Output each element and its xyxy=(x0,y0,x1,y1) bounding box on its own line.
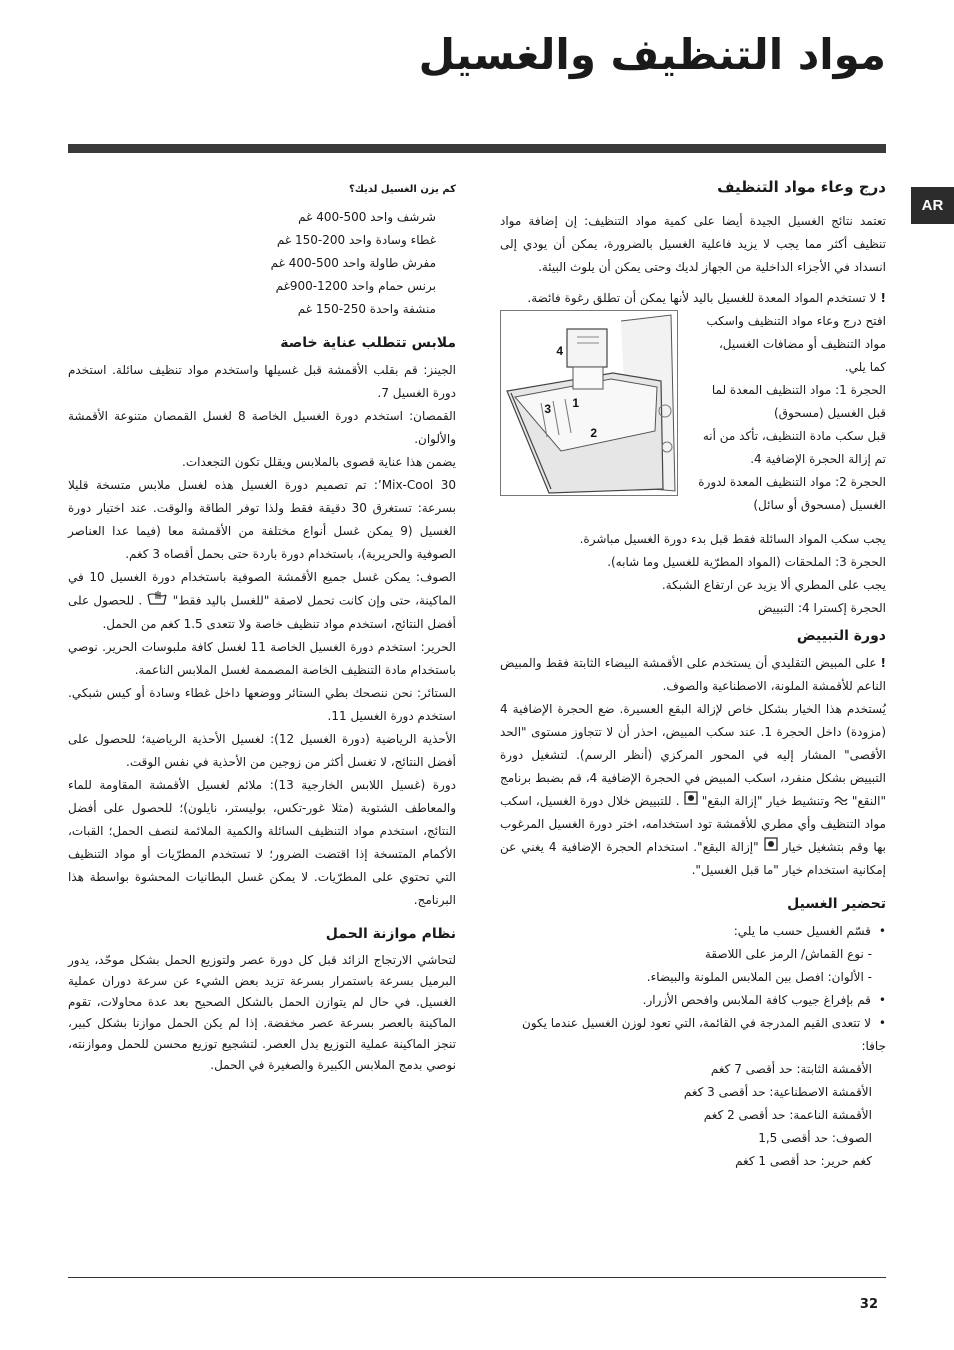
prep-sub-item: - نوع القماش/ الرمز على اللاصقة xyxy=(704,947,872,961)
weight-limit: الأقمشة الاصطناعية: حد أقصى 3 كغم xyxy=(683,1085,872,1099)
prep-heading: تحضير الغسيل xyxy=(787,896,886,912)
sneakers-paragraph: الأحذية الرياضية (دورة الغسيل 12): لغسيل الأحذية الرياضية؛ للحصول على أفضل النتائج، لا تغسل أكثر من زوجين من الأحذية في نفس الوقت. xyxy=(68,732,457,769)
shirts-note: يضمن هذا عناية قصوى بالملابس ويقلل تكون التجعدات. xyxy=(182,455,456,469)
weight-item: منشفة واحدة 250-150 غم xyxy=(297,302,436,316)
svg-text:1: 1 xyxy=(572,396,579,410)
load-balance-heading: نظام موازنة الحمل xyxy=(325,926,456,942)
dispenser-heading: درج وعاء مواد التنظيف xyxy=(717,178,886,196)
shirts-paragraph: القمصان: استخدم دورة الغسيل الخاصة 8 لغسل القمصان متنوعة الأقمشة والألوان. xyxy=(68,409,457,446)
bleach-heading: دورة التبييض xyxy=(796,628,886,644)
left-column xyxy=(68,182,456,1076)
jeans-paragraph: الجينز: قم بقلب الأقمشة قبل غسيلها واستخدم مواد تنظيف سائلة. استخدم دورة الغسيل 7. xyxy=(68,363,456,400)
footer-rule xyxy=(68,1277,886,1278)
special-care-heading: ملابس تتطلب عناية خاصة xyxy=(280,335,456,351)
weight-limit: الصوف: حد أقصى 1,5 xyxy=(758,1131,872,1145)
soak-icon xyxy=(834,790,848,813)
svg-text:4: 4 xyxy=(556,344,563,358)
dispenser-note-liquid: يجب سكب المواد السائلة فقط قبل بدء دورة الغسيل مباشرة. xyxy=(579,532,886,546)
load-balance-body: لتحاشي الارتجاج الزائد قبل كل دورة عصر ولتوزيع الحمل بشكل موحّد، يدور البرميل بسرعة باستمرار بسرعة تزيد بعض الشيء عن سرعة دوران عملية الغسيل. في حال لم يتوازن الحمل بالشكل الصحيح بعد عدة محاولات، تقوم الماكينة بالعصر بسرعة عصر مخفضة. إذا لم يكن الحمل موازنا بشكل كبير، تنجز الماكينة عملية التوزيع بدل العصر. لتشجيع توزيع محسن للحمل وموازنته، نوصي بدمج الملابس الكبيرة والصغيرة في الحمل. xyxy=(68,953,456,1072)
curtains-paragraph: الستائر: نحن ننصحك بطي الستائر ووضعها داخل غطاء وسادة أو كيس شبكي. استخدم دورة الغسيل 11. xyxy=(68,686,456,723)
list-item: • قم بإفراغ جيوب كافة الملابس وافحص الأزرار. xyxy=(500,989,886,1012)
dispenser-note-compartment-4: الحجرة إكسترا 4: التبييض xyxy=(757,601,886,615)
page-number: 32 xyxy=(859,1297,878,1312)
stain-removal-icon xyxy=(684,790,698,813)
warning-icon: ! xyxy=(880,656,886,670)
list-item: • لا تتعدى القيم المدرجة في القائمة، التي تعود لوزن الغسيل عندما يكون جافا: xyxy=(500,1012,886,1058)
weight-item: غطاء وسادة واحد 200-150 غم xyxy=(276,233,436,247)
weight-item: مفرش طاولة واحد 500-400 غم xyxy=(270,256,436,270)
silk-paragraph: الحرير: استخدم دورة الغسيل الخاصة 11 لغسل كافة ملبوسات الحرير. نوصي باستخدام مادة التنظيف الخاصة المصممة لغسل الملابس الناعمة. xyxy=(68,640,456,677)
dispenser-intro: تعتمد نتائج الغسيل الجيدة أيضا على كمية مواد التنظيف: إن إضافة مواد تنظيف أكثر مما يجب لا يزيد فاعلية الغسيل بالضرورة، يمكن أن يودي إلى انسداد في الأجزاء الداخلية من الجهاز لديك وحتى يمكن أن يلوث البيئة. xyxy=(500,214,886,274)
hand-wash-icon xyxy=(146,589,168,613)
svg-text:2: 2 xyxy=(590,426,597,440)
dispenser-note-compartment-3: الحجرة 3: الملحقات (المواد المطرّية للغسيل وما شابه). xyxy=(607,555,886,569)
page-title: مواد التنظيف والغسيل xyxy=(418,30,886,79)
right-column xyxy=(500,178,886,1173)
outerwear-paragraph: دورة (غسيل اللابس الخارجية 13): ملائم لغسيل الأقمشة المقاومة للماء والمعاطف الشتوية (مثلا غور-تكس، بوليستر، نايلون)؛ للحصول على أفضل النتائج، استخدم مواد التنظيف السائلة والكمية الملائمة لنصف الحمل؛ القبات، الأكمام المتسخة إذا اقتضت الضرور؛ لا تستخدم المطرّيات أو مواد التنظيف التي تحتوي على المطرّيات. لا يمكن غسل البطانيات المحشوة بواسطة هذا البرنامج. xyxy=(68,778,456,907)
bleach-body: يُستخدم هذا الخيار بشكل خاص لإزالة البقع العسيرة. ضع الحجرة الإضافية 4 (مزودة) داخل الحجرة 1. عند سكب المبيض، احذر أن لا تتجاوز مستوى "الحد الأقصى" المشار إليه في المحور المركزي (أنظر الرسم). لتشغيل دورة التبييض بشكل منفرد، اسكب المبيض في الحجرة الإضافية 4، قم بضبط برنامج "النقع" وتنشيط خيار "إزالة البقع" . للتبييض خلال دورة الغسيل، اسكب مواد التنظيف وأي مطري للأقمشة تود استخدامه، اختر دورة الغسيل المرغوب بها وقم بتشغيل خيار "إزالة البقع". استخدام الحجرة الإضافية 4 يغني عن إمكانية استخدام خيار "ما قبل الغسيل". xyxy=(500,702,886,877)
weight-limit: الأقمشة الثابتة: حد أقصى 7 كغم xyxy=(710,1062,872,1076)
dispenser-instructions: افتح درج وعاء مواد التنظيف واسكب مواد التنظيف أو مضافات الغسيل، كما يلي. الحجرة 1: مواد التنظيف المعدة لما قبل الغسيل (مسحوق) قبل سكب مادة التنظيف، تأكد من أنه تم إزالة الحجرة الإضافية 4. الحجرة 2: مواد التنظيف المعدة لدورة الغسيل (مسحوق أو سائل) xyxy=(698,314,886,512)
bleach-warning: !على المبيض التقليدي أن يستخدم على الأقمشة البيضاء الثابتة فقط والمبيض الناعم للأقمشة الملونة، الاصطناعية والصوف. xyxy=(500,656,886,693)
mixcool-paragraph: Mix-Cool 30’: تم تصميم دورة الغسيل هذه لغسل ملابس متسخة قليلا بسرعة: تستغرق 30 دقيقة فقط ولذا توفر الطاقة والوقت. عند اختيار دورة الغسيل (9 يمكن غسل أنواع مختلفة من الأقمشة معا (فيما عدا العناصر الصوفية والحريرية)، باستخدام دورة باردة حتى بحمل أقصاه 3 كغم. xyxy=(68,478,457,561)
dispenser-figure-block xyxy=(500,310,886,528)
weight-limit: كغم حرير: حد أقصى 1 كغم xyxy=(735,1154,872,1168)
dispenser-note-softener: يجب على المطري ألا يزيد عن ارتفاع الشبكة. xyxy=(661,578,886,592)
weight-limit: الأقمشة الناعمة: حد أقصى 2 كغم xyxy=(703,1108,872,1122)
warning-icon: ! xyxy=(880,291,886,305)
prep-list xyxy=(500,920,886,943)
prep-sub-item: - الألوان: افصل بين الملابس الملونة والبيضاء. xyxy=(646,970,872,984)
weight-item: شرشف واحد 500-400 غم xyxy=(298,210,436,224)
language-badge: AR xyxy=(911,187,954,224)
dispenser-warning: !لا تستخدم المواد المعدة للغسيل باليد لأنها يمكن أن تطلق رغوة فائضة. xyxy=(527,291,886,305)
weights-heading: كم يزن الغسيل لديك؟ xyxy=(348,184,456,195)
header-rule xyxy=(68,144,886,153)
svg-text:3: 3 xyxy=(544,402,551,416)
list-item: • قسّم الغسيل حسب ما يلي: xyxy=(500,920,886,943)
stain-removal-icon xyxy=(764,836,778,859)
dispenser-drawer-illustration xyxy=(500,310,678,496)
wool-paragraph: الصوف: يمكن غسل جميع الأقمشة الصوفية باستخدام دورة الغسيل 10 في الماكينة، حتى وإن كانت تحمل لاصقة "للغسل باليد فقط" . للحصول على أفضل النتائج، استخدم مواد تنظيف خاصة ولا تتعدى 1.5 كغم من الحمل. xyxy=(68,570,456,631)
weight-item: برنس حمام واحد 1200-900غم xyxy=(275,279,436,293)
